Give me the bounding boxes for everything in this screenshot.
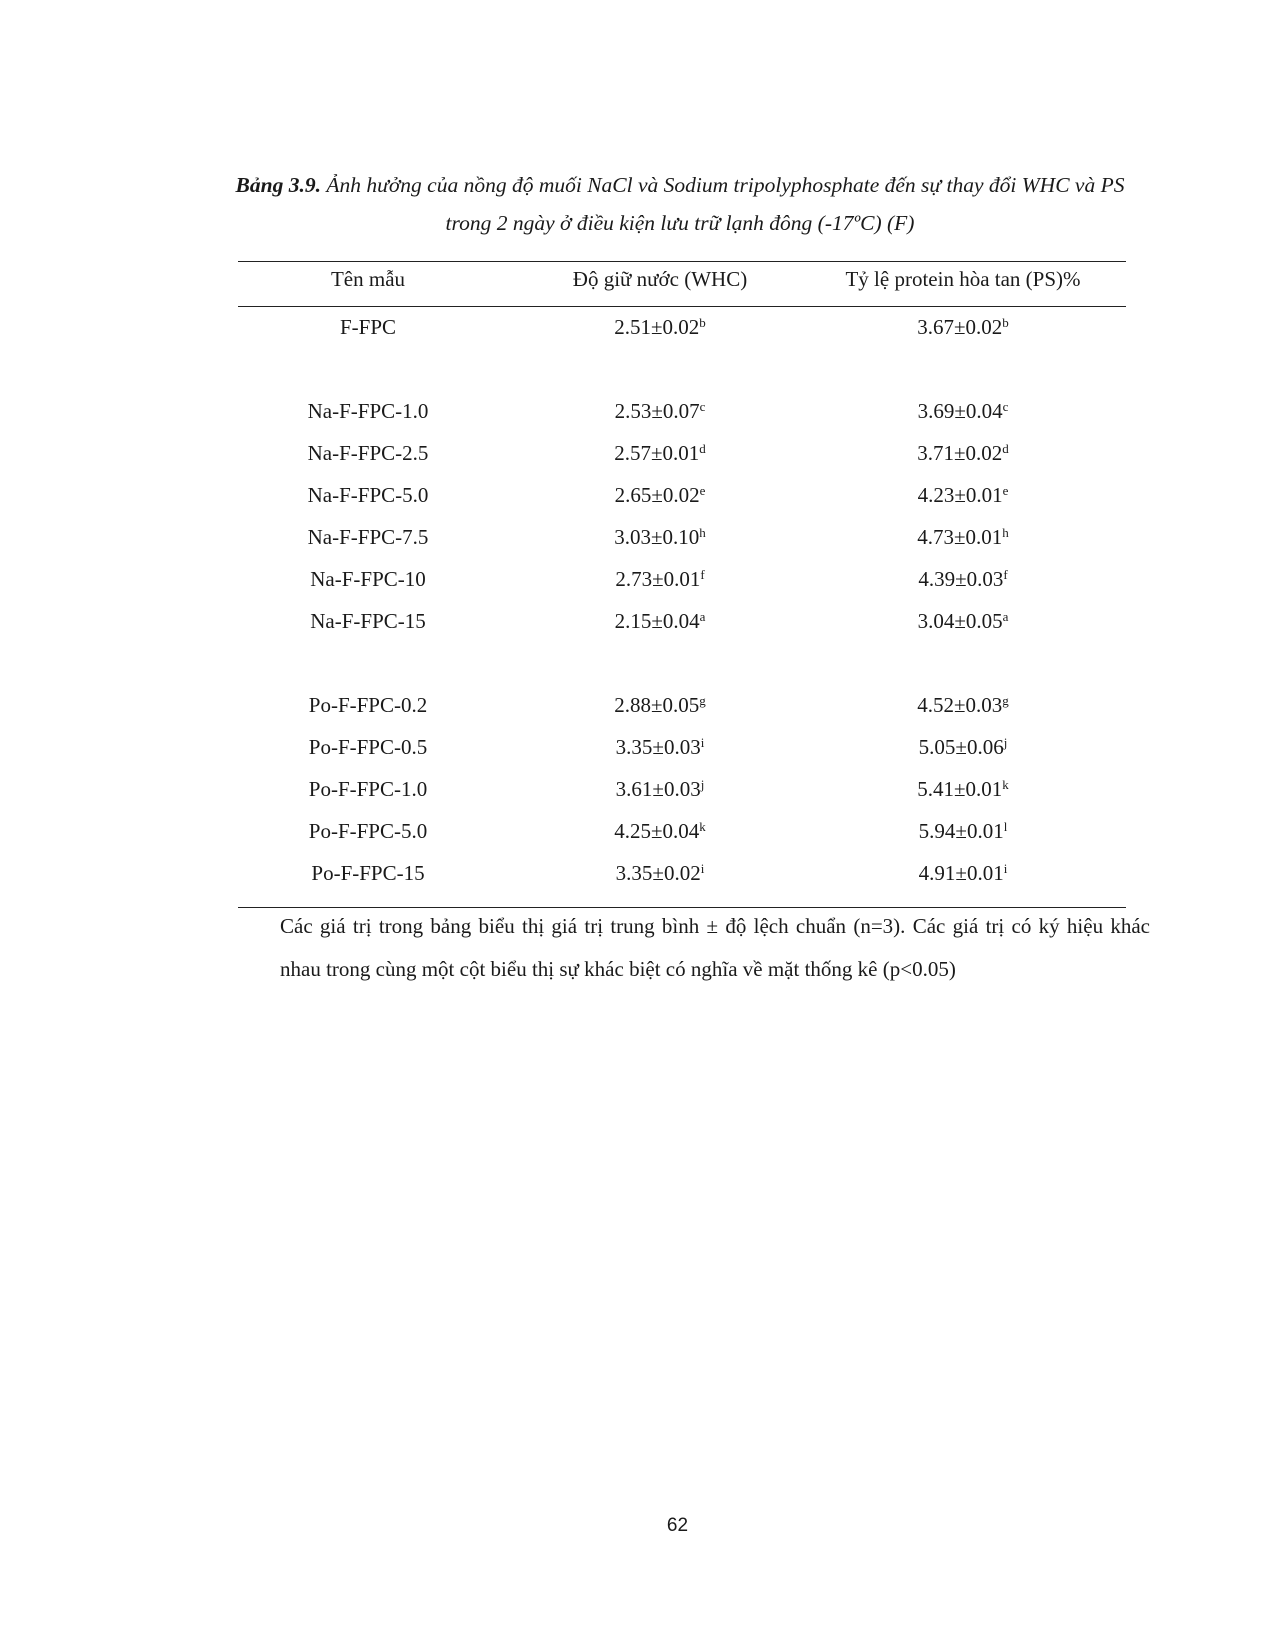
whc-significance-letter: i <box>700 735 705 750</box>
ps-value: 3.71±0.02 <box>917 441 1003 465</box>
whc-value: 2.57±0.01 <box>614 441 700 465</box>
header-ps: Tỷ lệ protein hòa tan (PS)% <box>845 267 1081 291</box>
table-caption <box>230 166 1130 242</box>
table-row <box>0 858 1275 898</box>
sample-name-cell: Na-F-FPC-7.5 <box>307 525 429 549</box>
whc-cell <box>520 774 800 804</box>
whc-cell <box>520 480 800 510</box>
whc-significance-letter: d <box>699 441 706 456</box>
page-number: 62 <box>666 1515 689 1536</box>
caption-label: Bảng 3.9. <box>235 173 321 197</box>
whc-value: 3.35±0.03 <box>615 735 701 759</box>
ps-significance-letter: j <box>1003 735 1008 750</box>
ps-significance-letter: a <box>1002 609 1009 624</box>
sample-name-cell: Po-F-FPC-15 <box>311 861 425 885</box>
whc-value: 4.25±0.04 <box>614 819 700 843</box>
whc-significance-letter: a <box>699 609 706 624</box>
whc-significance-letter: e <box>699 483 706 498</box>
whc-value: 2.15±0.04 <box>614 609 700 633</box>
table-row <box>0 690 1275 730</box>
ps-significance-letter: b <box>1002 315 1009 330</box>
table-top-rule <box>238 261 1126 262</box>
table-row <box>0 522 1275 562</box>
ps-cell <box>800 480 1126 510</box>
ps-significance-letter: e <box>1002 483 1009 498</box>
ps-cell <box>800 816 1126 846</box>
whc-significance-letter: b <box>699 315 706 330</box>
whc-value: 3.03±0.10 <box>614 525 700 549</box>
ps-cell <box>800 774 1126 804</box>
ps-value: 4.39±0.03 <box>918 567 1004 591</box>
ps-cell <box>800 858 1126 888</box>
sample-name-cell: Po-F-FPC-5.0 <box>308 819 428 843</box>
ps-value: 4.23±0.01 <box>917 483 1003 507</box>
ps-value: 3.69±0.04 <box>917 399 1003 423</box>
whc-value: 2.53±0.07 <box>614 399 700 423</box>
ps-value: 3.04±0.05 <box>917 609 1003 633</box>
table-row <box>0 480 1275 520</box>
whc-cell <box>520 690 800 720</box>
ps-value: 5.94±0.01 <box>918 819 1004 843</box>
ps-value: 5.05±0.06 <box>918 735 1004 759</box>
ps-cell <box>800 396 1126 426</box>
header-whc: Độ giữ nước (WHC) <box>572 267 748 291</box>
ps-significance-letter: l <box>1003 819 1008 834</box>
whc-cell <box>520 816 800 846</box>
ps-cell <box>800 690 1126 720</box>
ps-significance-letter: h <box>1002 525 1009 540</box>
ps-value: 4.52±0.03 <box>917 693 1003 717</box>
sample-name-cell: Po-F-FPC-0.2 <box>308 693 428 717</box>
sample-name-cell: Po-F-FPC-0.5 <box>308 735 428 759</box>
ps-significance-letter: k <box>1002 777 1009 792</box>
table-header-rule <box>238 306 1126 307</box>
ps-value: 4.73±0.01 <box>917 525 1003 549</box>
whc-significance-letter: i <box>700 861 705 876</box>
ps-significance-letter: f <box>1003 567 1008 582</box>
whc-cell <box>520 564 800 594</box>
table-row <box>0 732 1275 772</box>
ps-value: 3.67±0.02 <box>917 315 1003 339</box>
whc-value: 3.35±0.02 <box>615 861 701 885</box>
whc-cell <box>520 396 800 426</box>
ps-cell <box>800 522 1126 552</box>
table-footnote: Các giá trị trong bảng biểu thị giá trị trung bình ± độ lệch chuẩn (n=3). Các giá trị có ký hiệu khác nhau trong cùng một cột biểu thị sự khác biệt có nghĩa về mặt thống kê (p<0.05) <box>280 914 1150 981</box>
whc-significance-letter: k <box>699 819 706 834</box>
ps-cell <box>800 438 1126 468</box>
sample-name-cell: F-FPC <box>339 315 397 339</box>
ps-significance-letter: c <box>1002 399 1009 414</box>
whc-value: 2.65±0.02 <box>614 483 700 507</box>
whc-significance-letter: c <box>699 399 706 414</box>
table-row <box>0 816 1275 856</box>
ps-cell <box>800 732 1126 762</box>
whc-cell <box>520 522 800 552</box>
whc-cell <box>520 858 800 888</box>
whc-value: 3.61±0.03 <box>615 777 701 801</box>
whc-cell <box>520 438 800 468</box>
whc-value: 2.73±0.01 <box>615 567 701 591</box>
sample-name-cell: Na-F-FPC-15 <box>310 609 426 633</box>
sample-name-cell: Na-F-FPC-2.5 <box>307 441 429 465</box>
table-row <box>0 606 1275 646</box>
ps-value: 4.91±0.01 <box>918 861 1004 885</box>
whc-cell <box>520 732 800 762</box>
whc-significance-letter: g <box>699 693 706 708</box>
ps-significance-letter: i <box>1003 861 1008 876</box>
sample-name-cell: Po-F-FPC-1.0 <box>308 777 428 801</box>
ps-significance-letter: g <box>1002 693 1009 708</box>
ps-significance-letter: d <box>1002 441 1009 456</box>
whc-significance-letter: h <box>699 525 706 540</box>
sample-name-cell: Na-F-FPC-1.0 <box>307 399 429 423</box>
ps-cell <box>800 606 1126 636</box>
whc-value: 2.88±0.05 <box>614 693 700 717</box>
table-row <box>0 396 1275 436</box>
ps-value: 5.41±0.01 <box>917 777 1003 801</box>
whc-significance-letter: f <box>700 567 705 582</box>
header-sample-name: Tên mẫu <box>330 267 406 291</box>
ps-cell <box>800 312 1126 342</box>
whc-significance-letter: j <box>700 777 705 792</box>
sample-name-cell: Na-F-FPC-5.0 <box>307 483 429 507</box>
whc-cell <box>520 606 800 636</box>
whc-value: 2.51±0.02 <box>614 315 700 339</box>
caption-text: Ảnh hưởng của nồng độ muối NaCl và Sodium tripolyphosphate đến sự thay đổi WHC và PS trong 2 ngày ở điều kiện lưu trữ lạnh đông (-17ºC) (F) <box>320 173 1125 235</box>
table-row <box>0 774 1275 814</box>
ps-cell <box>800 564 1126 594</box>
sample-name-cell: Na-F-FPC-10 <box>310 567 426 591</box>
table-row <box>0 564 1275 604</box>
table-row <box>0 438 1275 478</box>
whc-cell <box>520 312 800 342</box>
table-row <box>0 312 1275 352</box>
